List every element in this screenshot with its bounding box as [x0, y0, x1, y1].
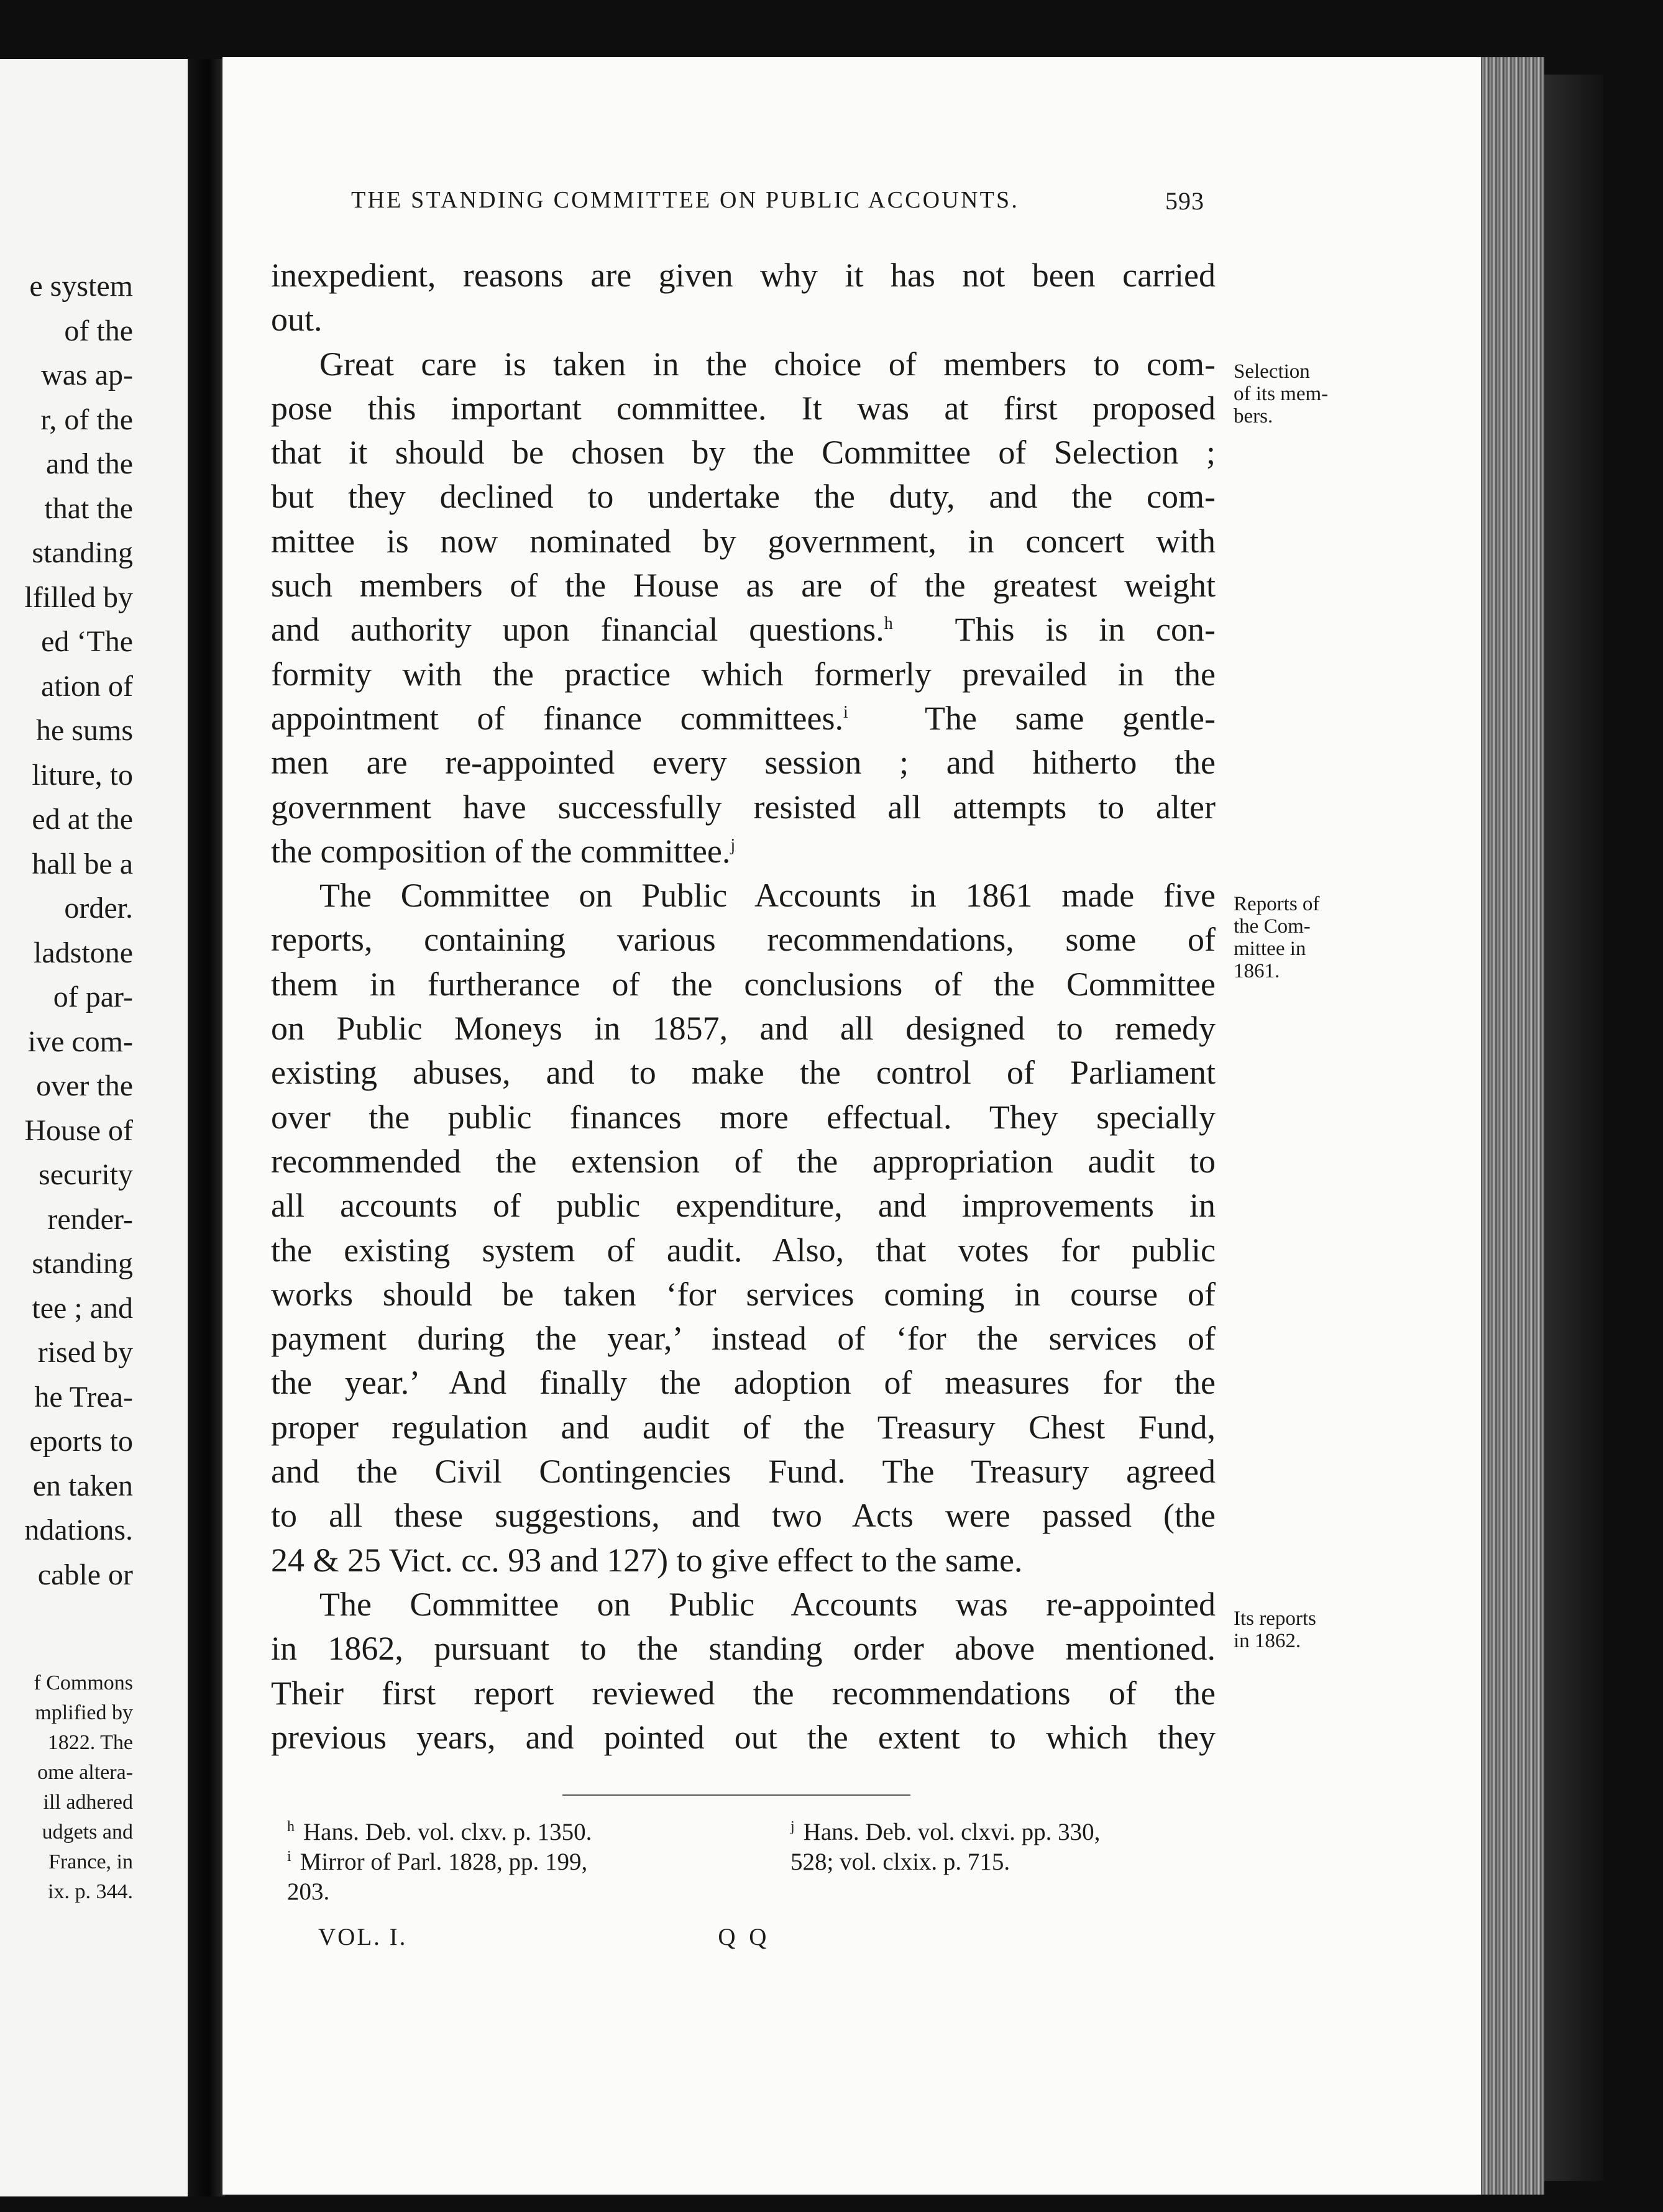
left-line: liture, to: [32, 758, 133, 792]
left-line: cable or: [37, 1558, 133, 1591]
facing-left-page: [0, 59, 188, 2196]
body-line: previous years, and pointed out the extent to which they: [271, 1718, 1216, 1756]
body-line: out.: [271, 301, 323, 339]
body-line: recommended the extension of the appropriation audit to: [271, 1142, 1216, 1180]
footnote-text: Mirror of Parl. 1828, pp. 199,: [300, 1849, 588, 1875]
left-line: ive com-: [27, 1025, 133, 1058]
left-line: over the: [36, 1069, 133, 1102]
body-line: [271, 608, 1216, 652]
left-line: ed ‘The: [41, 625, 133, 658]
footnote-rule: [562, 1794, 910, 1796]
left-line: was ap-: [41, 359, 133, 391]
page-edges: [1481, 57, 1544, 2195]
page-number: 593: [1165, 187, 1204, 215]
body-line: men are re-appointed every session ; and hitherto the: [271, 744, 1216, 782]
left-line: he sums: [36, 714, 133, 747]
margin-note-selection: [1234, 360, 1328, 427]
body-line: such members of the House as are of the greatest weight: [271, 567, 1216, 605]
left-line: standing: [32, 1247, 133, 1280]
margin-note-line: bers.: [1234, 405, 1273, 427]
body-line: The Committee on Public Accounts in 1861 made five: [319, 877, 1216, 915]
left-line: that the: [44, 491, 133, 525]
left-note-line: ill adhered: [43, 1791, 133, 1814]
left-line: tee ; and: [32, 1291, 133, 1325]
left-line: standing: [32, 536, 133, 569]
left-line: of the: [64, 314, 133, 347]
body-line-text: appointment of finance committees.: [271, 699, 844, 737]
left-note-line: France, in: [48, 1850, 133, 1873]
left-line: r, of the: [40, 403, 133, 436]
left-line: en taken: [32, 1469, 133, 1502]
left-line: hall be a: [32, 847, 133, 880]
footnote-i: [287, 1847, 735, 1877]
body-line-text: the composition of the committee.: [271, 832, 731, 870]
footnote-ref-h: h: [884, 614, 893, 634]
footnote-h: [287, 1817, 735, 1847]
footnote-i-continued: 203.: [287, 1878, 330, 1905]
running-head: [351, 186, 1221, 214]
body-line: works should be taken ‘for services coming in course of: [271, 1275, 1216, 1313]
body-line: the year.’ And finally the adoption of measures for the: [271, 1364, 1216, 1402]
body-line: [271, 830, 1216, 874]
body-line: 24 & 25 Vict. cc. 93 and 127) to give effect to the same.: [271, 1541, 1023, 1579]
left-line: ladstone: [34, 936, 133, 969]
body-line: but they declined to undertake the duty, and the com-: [271, 478, 1216, 516]
book-gutter: [188, 59, 225, 2196]
body-line: to all these suggestions, and two Acts were passed (the: [271, 1497, 1216, 1535]
left-line: of par-: [53, 980, 133, 1013]
body-line: reports, containing various recommendations, some of: [271, 921, 1216, 959]
left-note-line: 1822. The: [47, 1731, 133, 1754]
body-line: Their first report reviewed the recommendations of the: [271, 1674, 1216, 1712]
body-line: all accounts of public expenditure, and improvements in: [271, 1187, 1216, 1225]
footnotes-column-right: [790, 1817, 1225, 1877]
footnote-mark: h: [287, 1819, 295, 1835]
volume-mark: VOL. I.: [318, 1924, 408, 1950]
book-cover-edge: [1544, 75, 1603, 2181]
signature-line: [318, 1923, 770, 1951]
footnote-text: Hans. Deb. vol. clxv. p. 1350.: [303, 1819, 592, 1845]
sheet-signature: Q Q: [718, 1924, 771, 1950]
footnote-text: Hans. Deb. vol. clxvi. pp. 330,: [803, 1819, 1101, 1845]
body-line: formity with the practice which formerly prevailed in the: [271, 655, 1216, 693]
left-line: eports to: [29, 1425, 133, 1458]
left-line: ndations.: [24, 1514, 133, 1547]
body-line: inexpedient, reasons are given why it has not been carried: [271, 257, 1216, 294]
body-line: The Committee on Public Accounts was re-appointed: [319, 1585, 1216, 1623]
left-note-line: udgets and: [42, 1821, 133, 1844]
left-note-line: ix. p. 344.: [48, 1880, 133, 1903]
body-line: [271, 697, 1216, 741]
body-line-text: and authority upon financial questions.: [271, 611, 884, 649]
margin-note-line: Selection: [1234, 360, 1310, 383]
body-line: and the Civil Contingencies Fund. The Treasury agreed: [271, 1453, 1216, 1491]
footnote-ref-i: i: [843, 702, 848, 722]
margin-note-line: of its mem-: [1234, 383, 1329, 405]
footnote-ref-j: j: [730, 835, 736, 855]
running-title: THE STANDING COMMITTEE ON PUBLIC ACCOUNTS.: [351, 187, 1020, 213]
left-line: rised by: [37, 1336, 133, 1369]
body-line-tail: This is in con-: [955, 611, 1216, 649]
body-line: payment during the year,’ instead of ‘for the services of: [271, 1320, 1216, 1358]
left-line: he Trea-: [34, 1380, 133, 1414]
left-note-line: mplified by: [35, 1701, 133, 1724]
body-line: over the public finances more effectual. They specially: [271, 1098, 1216, 1136]
left-line: security: [39, 1158, 133, 1191]
left-line: order.: [64, 892, 133, 925]
body-line: existing abuses, and to make the control of Parliament: [271, 1054, 1216, 1092]
body-line: pose this important committee. It was at first proposed: [271, 389, 1216, 427]
left-line: House of: [24, 1113, 133, 1147]
margin-note-line: mittee in: [1234, 938, 1306, 960]
left-line: ation of: [41, 669, 133, 703]
left-line: and the: [46, 447, 133, 480]
margin-note-line: Its reports: [1234, 1607, 1316, 1630]
body-line: them in furtherance of the conclusions of the Committee: [271, 965, 1216, 1003]
margin-note-reports-1861: [1234, 893, 1319, 982]
body-line: in 1862, pursuant to the standing order above mentioned.: [271, 1630, 1216, 1668]
left-note-line: f Commons: [34, 1671, 133, 1694]
margin-note-line: 1861.: [1234, 960, 1280, 982]
footnote-mark: j: [790, 1819, 795, 1835]
footnotes-column-left: [287, 1817, 735, 1907]
margin-note-line: Reports of: [1234, 893, 1320, 915]
footnote-mark: i: [287, 1849, 291, 1865]
footnote-j: [790, 1817, 1225, 1847]
left-line: e system: [29, 270, 133, 303]
left-line: ed at the: [32, 803, 133, 836]
body-line: Great care is taken in the choice of members to com-: [319, 345, 1216, 383]
body-line: proper regulation and audit of the Treasury Chest Fund,: [271, 1408, 1216, 1446]
body-line: on Public Moneys in 1857, and all designed to remedy: [271, 1010, 1216, 1048]
left-page-text-column: [24, 264, 133, 1597]
left-line: lfilled by: [24, 580, 133, 614]
footnote-j-continued: 528; vol. clxix. p. 715.: [790, 1849, 1010, 1875]
body-line-tail: The same gentle-: [924, 699, 1216, 737]
margin-note-line: in 1862.: [1234, 1630, 1301, 1652]
body-text: [271, 254, 1216, 1760]
left-line: render-: [47, 1202, 133, 1236]
left-page-footnotes: [34, 1668, 133, 1907]
margin-note-line: the Com-: [1234, 915, 1311, 938]
body-line: the existing system of audit. Also, that votes for public: [271, 1231, 1216, 1269]
left-note-line: ome altera-: [37, 1761, 133, 1784]
body-line: mittee is now nominated by government, in concert with: [271, 522, 1216, 560]
body-line: government have successfully resisted all attempts to alter: [271, 788, 1216, 826]
body-line: that it should be chosen by the Committee of Selection ;: [271, 434, 1216, 472]
margin-note-reports-1862: [1234, 1607, 1316, 1652]
